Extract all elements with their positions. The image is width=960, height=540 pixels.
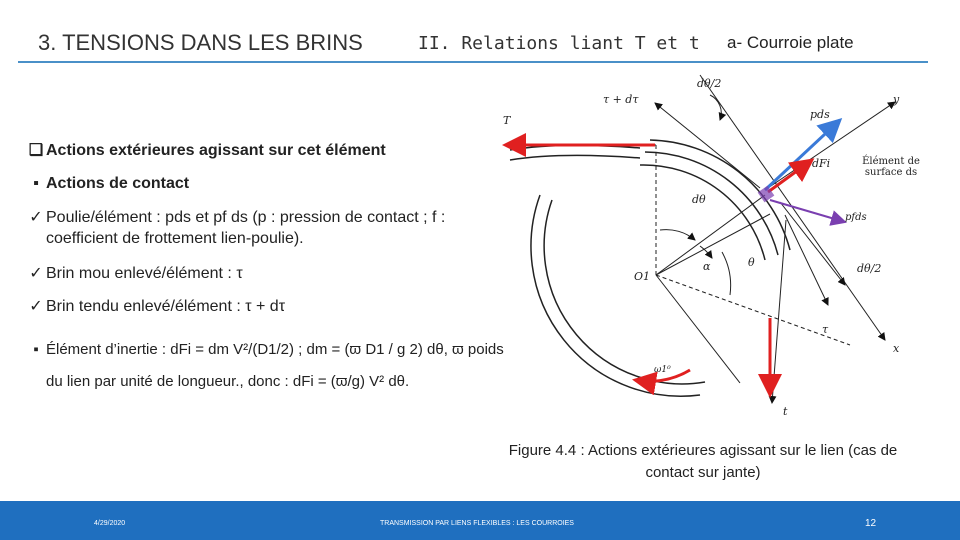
label-T: T (503, 114, 511, 127)
footer-course-title: TRANSMISSION PAR LIENS FLEXIBLES : LES COURROIES (380, 520, 574, 527)
pfds-vector (770, 200, 845, 222)
slide-title: 3. TENSIONS DANS LES BRINS (38, 30, 363, 55)
label-theta: θ (748, 256, 755, 269)
figure-caption: Figure 4.4 : Actions extérieures agissant sur le lien (cas de contact sur jante) (508, 442, 898, 481)
square-bullet-icon: ▪ (33, 341, 39, 358)
label-dFi: dFi (812, 157, 831, 170)
label-tau: τ (822, 323, 829, 336)
check-bullet-icon: ✓ (29, 209, 43, 226)
pds-vector (765, 120, 840, 190)
label-dtheta-half-right: dθ/2 (857, 262, 882, 275)
check-bullet-icon: ✓ (29, 298, 43, 315)
label-dtheta: dθ (692, 193, 706, 206)
check-bullet-icon: ✓ (29, 265, 43, 282)
label-pfds: pfds (845, 212, 867, 223)
label-y-axis: y (893, 93, 900, 106)
subsection-heading: a- Courroie plate (727, 33, 854, 52)
checkbox-bullet-icon: ❑ (28, 142, 44, 159)
page-number: 12 (865, 518, 877, 529)
section-subtitle: II. Relations liant T et t (418, 33, 700, 54)
square-bullet-icon: ▪ (33, 175, 39, 192)
label-alpha: α (703, 260, 711, 273)
label-O1: O1 (634, 270, 651, 283)
label-element-surface: Élément de surface ds (862, 156, 920, 178)
label-omega: ω1⁰ (654, 365, 671, 375)
label-dtheta-half-top: dθ/2 (697, 77, 722, 90)
footer-date: 4/29/2020 (94, 520, 126, 527)
label-pds: pds (810, 108, 830, 121)
label-tau-dtau: τ + dτ (603, 93, 639, 106)
label-x-axis: x (893, 342, 900, 355)
label-t: t (783, 405, 788, 418)
